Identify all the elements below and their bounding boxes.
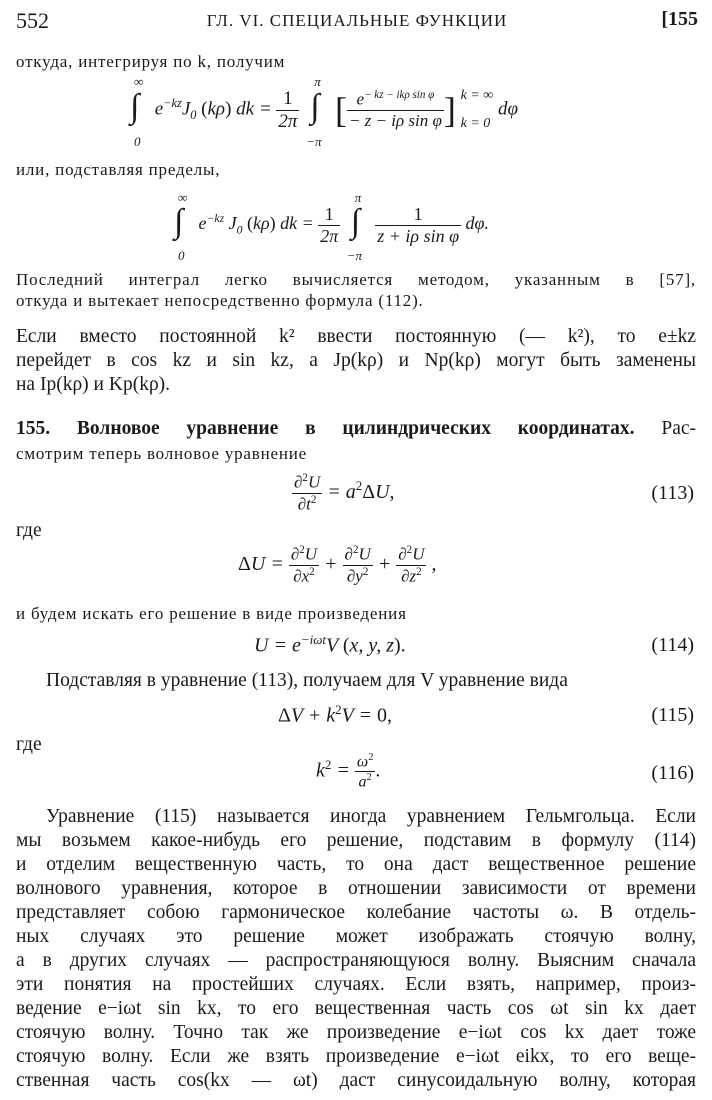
note-text-1: Последний интеграл легко вычисляется методом, указанным в [57], xyxy=(16,270,696,289)
where-line-1 xyxy=(16,520,696,542)
body-line-5 xyxy=(16,902,696,924)
body-line-1 xyxy=(46,806,696,828)
body-line-2 xyxy=(16,830,696,852)
body-text-4: волнового уравнения, которое в отношении зависимости от времени xyxy=(16,878,696,899)
formula-integral-2: ∞ ∫ 0 $e^{-kz}$ $J_0$ (kρ) dk = $\frac{1}{2\pi}$ π ∫ −π $\frac{1}{\text{z + iρ sin φ}}$ dφ. xyxy=(174,190,490,263)
body-line-4 xyxy=(16,878,696,900)
substituting-line xyxy=(46,670,696,692)
paragraph-1-line-1 xyxy=(16,326,696,348)
intro-line xyxy=(16,52,696,72)
equation-116: $k^2$ = $\frac{\omega^2}{a^2}$ . xyxy=(316,752,381,791)
formula-integral-1: ∞ ∫ 0 $e^{-kz}J_0$ (kρ) dk = $\frac{1}{2\pi}$ π ∫ −π [ $\frac{e^{- kz - ik\rho sin \varphi}}{\text{− z − iρ sin φ}}$ ] k = ∞ k = 0 dφ xyxy=(130,74,519,149)
or-substituting-text: или, подставляя пределы, xyxy=(16,160,221,179)
note-line-1 xyxy=(16,270,696,290)
equation-113: $\frac{\partial^2U}{\partial t^2}$ = $a^2\Delta U$, xyxy=(294,472,395,514)
body-line-3 xyxy=(16,854,696,876)
p1-text-2: перейдет в cos kz и sin kz, а Jp(kρ) и Np(kρ) могут быть заменены xyxy=(16,350,696,371)
page-header xyxy=(16,8,698,36)
body-text-1: Уравнение (115) называется иногда уравнением Гельмгольца. Если xyxy=(46,806,696,827)
section-line-2-text: смотрим теперь волновое уравнение xyxy=(16,444,307,463)
body-line-10 xyxy=(16,1022,696,1044)
page-number: 552 xyxy=(16,8,49,33)
equation-number-116: (116) xyxy=(651,762,694,784)
body-text-3: и отделим вещественную часть, то она даст вещественное решение xyxy=(16,854,696,875)
body-text-6: ных случаях это решение может изображать стоячую волну, xyxy=(16,926,696,947)
section-heading xyxy=(16,418,696,440)
equation-114: $U = e^{-i\omega t}V$ (x, y, z). xyxy=(254,632,406,657)
where-text-2: где xyxy=(16,734,42,755)
body-line-7 xyxy=(16,950,696,972)
note-line-2 xyxy=(16,291,696,311)
body-line-12 xyxy=(16,1070,696,1092)
body-line-9 xyxy=(16,998,696,1020)
section-title-tail: Рас- xyxy=(661,418,696,439)
where-text-1: где xyxy=(16,520,42,541)
or-substituting-line xyxy=(16,160,696,180)
equation-laplacian: ΔU = $\frac{\partial^2U}{\partial x^2}$ + $\frac{\partial^2U}{\partial y^2}$ + $\frac{\partial^2U}{\partial z^2}$ , xyxy=(238,544,437,586)
section-title: 155. Волновое уравнение в цилиндрических координатах. xyxy=(16,418,635,439)
body-text-8: эти понятия на простейших случаях. Если взять, например, произ- xyxy=(16,974,696,995)
paragraph-1-line-3 xyxy=(16,374,696,396)
equation-number-114: (114) xyxy=(651,634,694,656)
body-line-6 xyxy=(16,926,696,948)
equation-number-113: (113) xyxy=(651,482,694,504)
body-text-9: ведение e−iωt sin kx, то его вещественная часть cos ωt sin kx дает xyxy=(16,998,696,1019)
equation-number-115: (115) xyxy=(651,704,694,726)
seek-line xyxy=(16,604,696,624)
substituting-text: Подставляя в уравнение (113), получаем для V уравнение вида xyxy=(46,670,568,691)
body-line-8 xyxy=(16,974,696,996)
body-text-2: мы возьмем какое-нибудь его решение, подставим в формулу (114) xyxy=(16,830,696,851)
body-text-5: представляет собою гармоническое колебание частоты ω. В отдель- xyxy=(16,902,696,923)
body-text-11: стоячую волну. Если же взять произведение e−iωt eikx, то его веще- xyxy=(16,1046,696,1067)
body-text-12: ственная часть cos(kx — ωt) даст синусоидальную волну, которая xyxy=(16,1070,696,1091)
body-line-11 xyxy=(16,1046,696,1068)
seek-text: и будем искать его решение в виде произведения xyxy=(16,604,407,623)
paragraph-1-line-2 xyxy=(16,350,696,372)
p1-text-3: на Ip(kρ) и Kp(kρ). xyxy=(16,374,171,395)
body-text-10: стоячую волну. Точно так же произведение e−iωt cos kx дает тоже xyxy=(16,1022,696,1043)
p1-text-1: Если вместо постоянной k² ввести постоянную (— k²), то e±kz xyxy=(16,326,696,347)
equation-115: $\Delta V + k^2V = 0$, xyxy=(278,702,392,727)
intro-text: откуда, интегрируя по k, получим xyxy=(16,52,286,71)
section-line-2 xyxy=(16,444,696,464)
running-title: ГЛ. VI. СПЕЦИАЛЬНЫЕ ФУНКЦИИ xyxy=(206,11,508,30)
note-text-2: откуда и вытекает непосредственно формула (112). xyxy=(16,291,424,310)
body-text-7: а в других случаях — распространяющуюся волну. Выясним сначала xyxy=(16,950,696,971)
section-reference: [155 xyxy=(661,8,698,30)
